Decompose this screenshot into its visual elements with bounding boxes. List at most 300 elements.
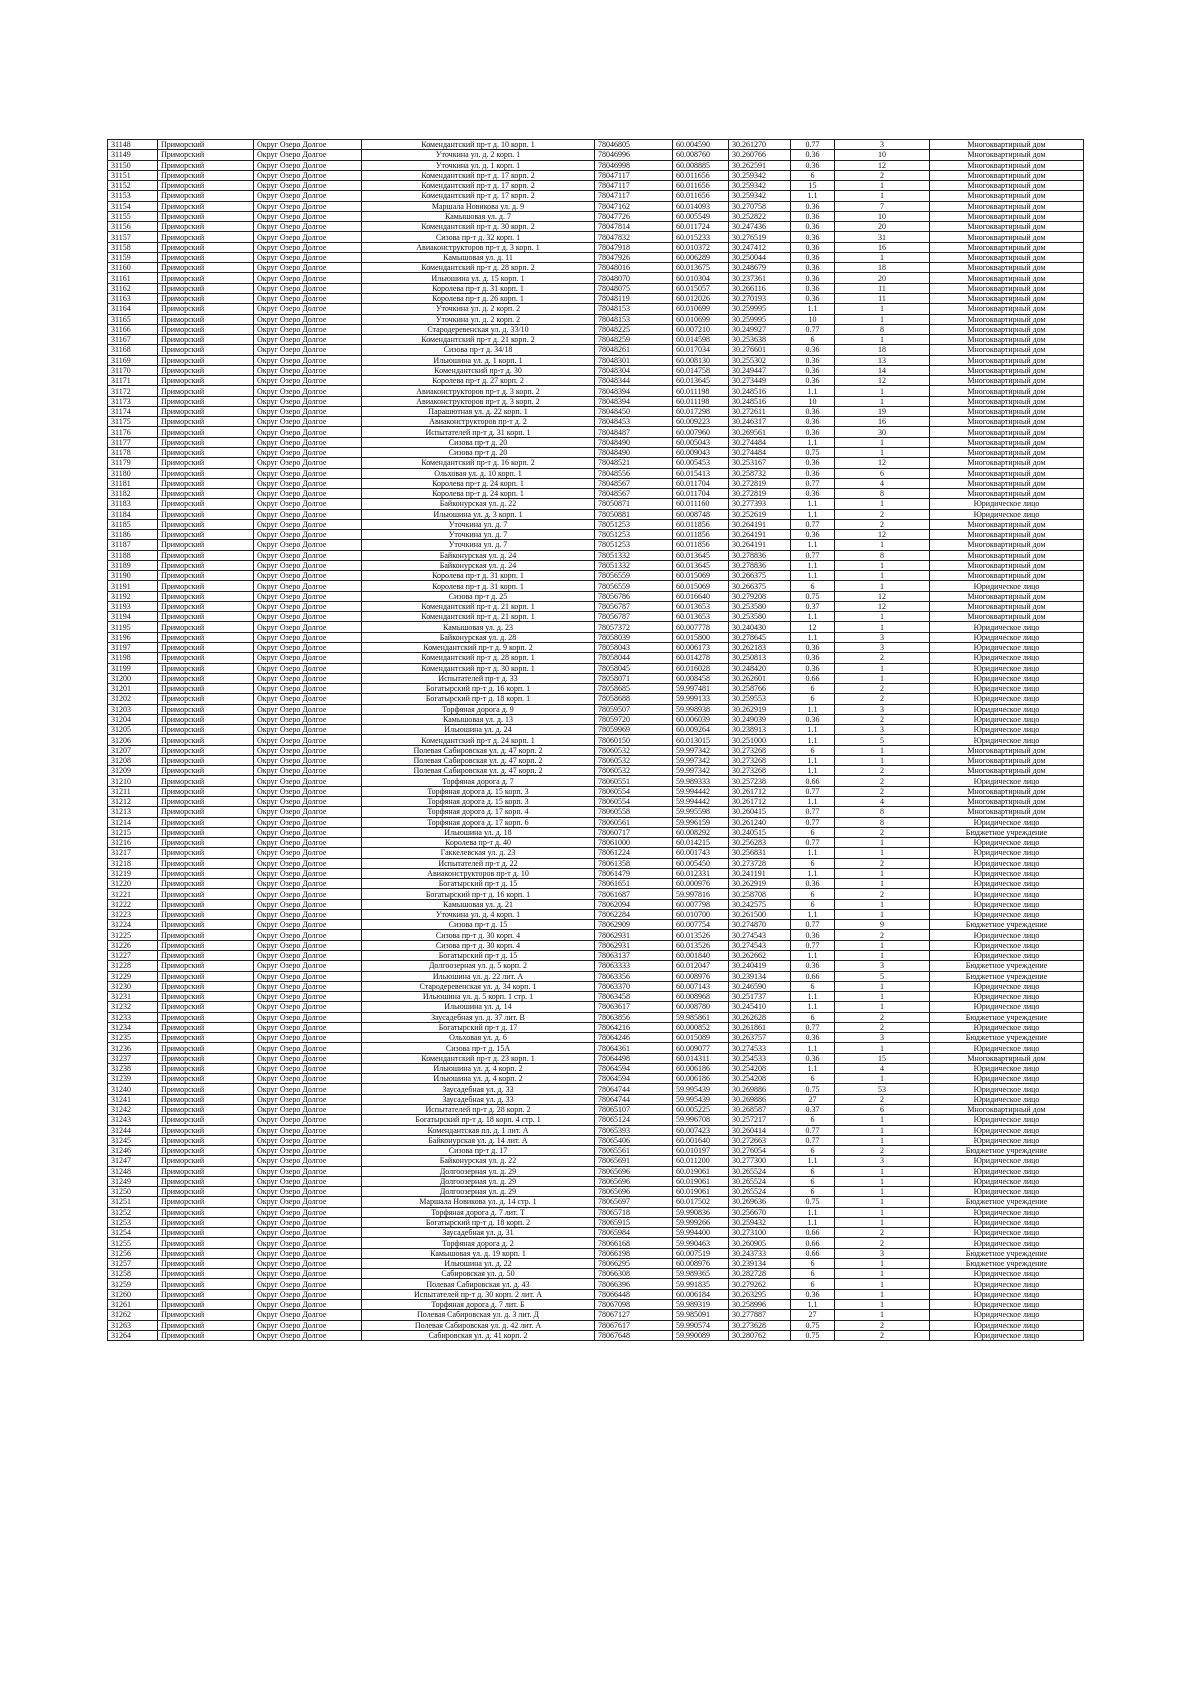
- district-cell: Приморский: [158, 365, 254, 375]
- type-cell: Многоквартирный дом: [930, 519, 1084, 529]
- building-code-cell: 78048344: [595, 376, 673, 386]
- rate-cell: 1.1: [791, 735, 835, 745]
- row-number-cell: 31156: [108, 222, 158, 232]
- municipality-cell: Округ Озеро Долгое: [254, 1033, 362, 1043]
- count-cell: 2: [835, 1012, 930, 1022]
- type-cell: Юридическое лицо: [930, 704, 1084, 714]
- municipality-cell: Округ Озеро Долгое: [254, 868, 362, 878]
- district-cell: Приморский: [158, 1033, 254, 1043]
- type-cell: Многоквартирный дом: [930, 304, 1084, 314]
- address-cell: Богатырский пр-т д. 16 корп. 1: [362, 889, 595, 899]
- count-cell: 20: [835, 273, 930, 283]
- latitude-cell: 60.013526: [673, 940, 729, 950]
- address-cell: Камышовая ул. д. 21: [362, 899, 595, 909]
- building-code-cell: 78046996: [595, 150, 673, 160]
- longitude-cell: 30.254533: [729, 1053, 791, 1063]
- count-cell: 14: [835, 365, 930, 375]
- latitude-cell: 60.011856: [673, 519, 729, 529]
- type-cell: Многоквартирный дом: [930, 324, 1084, 334]
- municipality-cell: Округ Озеро Долгое: [254, 1176, 362, 1186]
- latitude-cell: 60.008292: [673, 827, 729, 837]
- table-row: [108, 170, 1084, 180]
- building-code-cell: 78047162: [595, 201, 673, 211]
- latitude-cell: 60.007519: [673, 1248, 729, 1258]
- latitude-cell: 60.005549: [673, 211, 729, 221]
- table-row: [108, 1135, 1084, 1145]
- type-cell: Юридическое лицо: [930, 1187, 1084, 1197]
- district-cell: Приморский: [158, 273, 254, 283]
- table-row: [108, 355, 1084, 365]
- building-code-cell: 78048453: [595, 417, 673, 427]
- district-cell: Приморский: [158, 1022, 254, 1032]
- type-cell: Многоквартирный дом: [930, 601, 1084, 611]
- type-cell: Многоквартирный дом: [930, 211, 1084, 221]
- longitude-cell: 30.274484: [729, 437, 791, 447]
- address-cell: Байконурская ул. д. 22: [362, 1156, 595, 1166]
- building-code-cell: 78048261: [595, 345, 673, 355]
- building-code-cell: 78048259: [595, 335, 673, 345]
- address-cell: Богатырский пр-т д. 15: [362, 879, 595, 889]
- rate-cell: 0.75: [791, 1084, 835, 1094]
- row-number-cell: 31223: [108, 909, 158, 919]
- building-code-cell: 78048301: [595, 355, 673, 365]
- row-number-cell: 31167: [108, 335, 158, 345]
- count-cell: 13: [835, 355, 930, 365]
- rate-cell: 6: [791, 170, 835, 180]
- row-number-cell: 31190: [108, 571, 158, 581]
- count-cell: 4: [835, 797, 930, 807]
- building-code-cell: 78051332: [595, 560, 673, 570]
- row-number-cell: 31186: [108, 530, 158, 540]
- rate-cell: 0.77: [791, 786, 835, 796]
- type-cell: Юридическое лицо: [930, 1279, 1084, 1289]
- row-number-cell: 31227: [108, 950, 158, 960]
- latitude-cell: 59.999133: [673, 694, 729, 704]
- type-cell: Юридическое лицо: [930, 776, 1084, 786]
- district-cell: Приморский: [158, 848, 254, 858]
- district-cell: Приморский: [158, 170, 254, 180]
- district-cell: Приморский: [158, 1146, 254, 1156]
- type-cell: Многоквартирный дом: [930, 160, 1084, 170]
- table-row: [108, 653, 1084, 663]
- address-cell: Сабировская ул. д. 41 корп. 2: [362, 1330, 595, 1340]
- rate-cell: 0.36: [791, 355, 835, 365]
- address-cell: Парашютная ул. д. 22 корп. 1: [362, 406, 595, 416]
- table-row: [108, 1258, 1084, 1268]
- row-number-cell: 31166: [108, 324, 158, 334]
- table-row: [108, 612, 1084, 622]
- count-cell: 1: [835, 314, 930, 324]
- latitude-cell: 60.005450: [673, 858, 729, 868]
- longitude-cell: 30.239134: [729, 971, 791, 981]
- address-cell: Маршала Новикова ул. д. 9: [362, 201, 595, 211]
- address-cell: Ольховая ул. д. 6: [362, 1033, 595, 1043]
- building-code-cell: 78058039: [595, 632, 673, 642]
- address-cell: Авиаконструкторов пр-т д. 3 корп. 2: [362, 386, 595, 396]
- longitude-cell: 30.262591: [729, 160, 791, 170]
- rate-cell: 6: [791, 1166, 835, 1176]
- count-cell: 1: [835, 1115, 930, 1125]
- longitude-cell: 30.272663: [729, 1135, 791, 1145]
- longitude-cell: 30.260415: [729, 807, 791, 817]
- district-cell: Приморский: [158, 283, 254, 293]
- type-cell: Юридическое лицо: [930, 1074, 1084, 1084]
- row-number-cell: 31207: [108, 745, 158, 755]
- table-row: [108, 735, 1084, 745]
- type-cell: Юридическое лицо: [930, 1002, 1084, 1012]
- district-cell: Приморский: [158, 1012, 254, 1022]
- address-cell: Уточкина ул. д. 2 корп. 2: [362, 304, 595, 314]
- municipality-cell: Округ Озеро Долгое: [254, 1310, 362, 1320]
- latitude-cell: 60.016640: [673, 591, 729, 601]
- row-number-cell: 31203: [108, 704, 158, 714]
- address-cell: Богатырский пр-т д. 17: [362, 1022, 595, 1032]
- rate-cell: 0.36: [791, 201, 835, 211]
- count-cell: 1: [835, 581, 930, 591]
- rate-cell: 0.36: [791, 365, 835, 375]
- count-cell: 3: [835, 632, 930, 642]
- latitude-cell: 60.015069: [673, 571, 729, 581]
- row-number-cell: 31151: [108, 170, 158, 180]
- count-cell: 1: [835, 1125, 930, 1135]
- count-cell: 1: [835, 838, 930, 848]
- type-cell: Многоквартирный дом: [930, 540, 1084, 550]
- table-row: [108, 489, 1084, 499]
- latitude-cell: 60.011704: [673, 489, 729, 499]
- type-cell: Юридическое лицо: [930, 1207, 1084, 1217]
- building-code-cell: 78048487: [595, 427, 673, 437]
- address-cell: Ильюшина ул. д. 15 корп. 1: [362, 273, 595, 283]
- latitude-cell: 60.015413: [673, 468, 729, 478]
- latitude-cell: 60.015800: [673, 632, 729, 642]
- count-cell: 2: [835, 1146, 930, 1156]
- latitude-cell: 60.008976: [673, 971, 729, 981]
- address-cell: Полевая Сабировская ул. д. 47 корп. 2: [362, 755, 595, 765]
- rate-cell: 6: [791, 335, 835, 345]
- longitude-cell: 30.274484: [729, 447, 791, 457]
- row-number-cell: 31250: [108, 1187, 158, 1197]
- count-cell: 3: [835, 704, 930, 714]
- longitude-cell: 30.266375: [729, 571, 791, 581]
- count-cell: 1: [835, 755, 930, 765]
- district-cell: Приморский: [158, 293, 254, 303]
- rate-cell: 6: [791, 1176, 835, 1186]
- address-cell: Королева пр-т д. 26 корп. 1: [362, 293, 595, 303]
- district-cell: Приморский: [158, 663, 254, 673]
- latitude-cell: 59.995439: [673, 1094, 729, 1104]
- count-cell: 1: [835, 386, 930, 396]
- building-code-cell: 78060150: [595, 735, 673, 745]
- rate-cell: 0.36: [791, 468, 835, 478]
- district-cell: Приморский: [158, 1104, 254, 1114]
- building-code-cell: 78065561: [595, 1146, 673, 1156]
- rate-cell: 0.66: [791, 971, 835, 981]
- type-cell: Многоквартирный дом: [930, 612, 1084, 622]
- municipality-cell: Округ Озеро Долгое: [254, 345, 362, 355]
- latitude-cell: 59.997816: [673, 889, 729, 899]
- municipality-cell: Округ Озеро Долгое: [254, 940, 362, 950]
- row-number-cell: 31236: [108, 1043, 158, 1053]
- count-cell: 19: [835, 406, 930, 416]
- count-cell: 2: [835, 858, 930, 868]
- building-code-cell: 78048521: [595, 458, 673, 468]
- rate-cell: 1.1: [791, 1300, 835, 1310]
- municipality-cell: Округ Озеро Долгое: [254, 1074, 362, 1084]
- longitude-cell: 30.261712: [729, 797, 791, 807]
- longitude-cell: 30.260766: [729, 150, 791, 160]
- district-cell: Приморский: [158, 1217, 254, 1227]
- row-number-cell: 31264: [108, 1330, 158, 1340]
- table-row: [108, 920, 1084, 930]
- row-number-cell: 31153: [108, 191, 158, 201]
- latitude-cell: 60.005043: [673, 437, 729, 447]
- district-cell: Приморский: [158, 940, 254, 950]
- type-cell: Юридическое лицо: [930, 1043, 1084, 1053]
- address-cell: Сизова пр-т д. 32 корп. 1: [362, 232, 595, 242]
- table-row: [108, 1104, 1084, 1114]
- type-cell: Юридическое лицо: [930, 1310, 1084, 1320]
- municipality-cell: Округ Озеро Долгое: [254, 170, 362, 180]
- longitude-cell: 30.256670: [729, 1207, 791, 1217]
- address-cell: Ильюшина ул. д. 4 корп. 2: [362, 1063, 595, 1073]
- row-number-cell: 31238: [108, 1063, 158, 1073]
- latitude-cell: 60.008885: [673, 160, 729, 170]
- municipality-cell: Округ Озеро Долгое: [254, 838, 362, 848]
- address-cell: Заусадебная ул. д. 31: [362, 1228, 595, 1238]
- building-code-cell: 78048070: [595, 273, 673, 283]
- type-cell: Многоквартирный дом: [930, 797, 1084, 807]
- row-number-cell: 31257: [108, 1258, 158, 1268]
- municipality-cell: Округ Озеро Долгое: [254, 673, 362, 683]
- table-row: [108, 509, 1084, 519]
- building-code-cell: 78048490: [595, 437, 673, 447]
- building-code-cell: 78047918: [595, 242, 673, 252]
- building-code-cell: 78048016: [595, 263, 673, 273]
- rate-cell: 0.36: [791, 1053, 835, 1063]
- row-number-cell: 31175: [108, 417, 158, 427]
- latitude-cell: 60.007423: [673, 1125, 729, 1135]
- address-cell: Сизова пр-т д. 30 корп. 4: [362, 930, 595, 940]
- latitude-cell: 60.010197: [673, 1146, 729, 1156]
- district-cell: Приморский: [158, 1207, 254, 1217]
- latitude-cell: 59.985861: [673, 1012, 729, 1022]
- table-row: [108, 1320, 1084, 1330]
- table-row: [108, 1300, 1084, 1310]
- count-cell: 1: [835, 981, 930, 991]
- type-cell: Многоквартирный дом: [930, 293, 1084, 303]
- type-cell: Многоквартирный дом: [930, 345, 1084, 355]
- longitude-cell: 30.262628: [729, 1012, 791, 1022]
- address-cell: Торфяная дорога д. 7: [362, 776, 595, 786]
- building-code-cell: 78064744: [595, 1084, 673, 1094]
- type-cell: Юридическое лицо: [930, 899, 1084, 909]
- rate-cell: 1.1: [791, 437, 835, 447]
- latitude-cell: 60.000976: [673, 879, 729, 889]
- longitude-cell: 30.248420: [729, 663, 791, 673]
- table-row: [108, 437, 1084, 447]
- longitude-cell: 30.270758: [729, 201, 791, 211]
- count-cell: 1: [835, 1197, 930, 1207]
- type-cell: Многоквартирный дом: [930, 447, 1084, 457]
- municipality-cell: Округ Озеро Долгое: [254, 324, 362, 334]
- rate-cell: 0.36: [791, 293, 835, 303]
- district-cell: Приморский: [158, 160, 254, 170]
- municipality-cell: Округ Озеро Долгое: [254, 684, 362, 694]
- address-cell: Королева пр-т д. 31 корп. 1: [362, 571, 595, 581]
- latitude-cell: 60.001743: [673, 848, 729, 858]
- latitude-cell: 59.989333: [673, 776, 729, 786]
- longitude-cell: 30.264191: [729, 530, 791, 540]
- table-row: [108, 242, 1084, 252]
- longitude-cell: 30.273628: [729, 1320, 791, 1330]
- district-cell: Приморский: [158, 581, 254, 591]
- table-row: [108, 1063, 1084, 1073]
- row-number-cell: 31179: [108, 458, 158, 468]
- district-cell: Приморский: [158, 406, 254, 416]
- table-row: [108, 899, 1084, 909]
- type-cell: Юридическое лицо: [930, 643, 1084, 653]
- longitude-cell: 30.272819: [729, 478, 791, 488]
- building-code-cell: 78066396: [595, 1279, 673, 1289]
- type-cell: Многоквартирный дом: [930, 571, 1084, 581]
- row-number-cell: 31228: [108, 961, 158, 971]
- row-number-cell: 31180: [108, 468, 158, 478]
- count-cell: 3: [835, 961, 930, 971]
- district-cell: Приморский: [158, 920, 254, 930]
- building-code-cell: 78051253: [595, 519, 673, 529]
- municipality-cell: Округ Озеро Долгое: [254, 1053, 362, 1063]
- latitude-cell: 60.011704: [673, 478, 729, 488]
- building-code-cell: 78065696: [595, 1176, 673, 1186]
- longitude-cell: 30.238913: [729, 725, 791, 735]
- type-cell: Юридическое лицо: [930, 1330, 1084, 1340]
- table-row: [108, 714, 1084, 724]
- type-cell: Юридическое лицо: [930, 632, 1084, 642]
- municipality-cell: Округ Озеро Долгое: [254, 694, 362, 704]
- rate-cell: 0.36: [791, 211, 835, 221]
- municipality-cell: Округ Озеро Долгое: [254, 191, 362, 201]
- table-row: [108, 786, 1084, 796]
- rate-cell: 6: [791, 1258, 835, 1268]
- table-row: [108, 1238, 1084, 1248]
- count-cell: 20: [835, 222, 930, 232]
- count-cell: 12: [835, 458, 930, 468]
- count-cell: 16: [835, 242, 930, 252]
- latitude-cell: 60.014278: [673, 653, 729, 663]
- district-cell: Приморский: [158, 622, 254, 632]
- district-cell: Приморский: [158, 1074, 254, 1084]
- district-cell: Приморский: [158, 745, 254, 755]
- address-cell: Уточкина ул. д. 7: [362, 540, 595, 550]
- table-row: [108, 458, 1084, 468]
- type-cell: Многоквартирный дом: [930, 335, 1084, 345]
- type-cell: Юридическое лицо: [930, 1125, 1084, 1135]
- address-cell: Королева пр-т д. 40: [362, 838, 595, 848]
- rate-cell: 1.1: [791, 560, 835, 570]
- building-code-cell: 78057372: [595, 622, 673, 632]
- municipality-cell: Округ Озеро Долгое: [254, 920, 362, 930]
- rate-cell: 0.37: [791, 1104, 835, 1114]
- building-code-cell: 78048304: [595, 365, 673, 375]
- table-row: [108, 1176, 1084, 1186]
- count-cell: 3: [835, 643, 930, 653]
- district-cell: Приморский: [158, 1166, 254, 1176]
- municipality-cell: Округ Озеро Долгое: [254, 232, 362, 242]
- municipality-cell: Округ Озеро Долгое: [254, 1330, 362, 1340]
- latitude-cell: 60.008760: [673, 150, 729, 160]
- rate-cell: 1.1: [791, 1043, 835, 1053]
- latitude-cell: 60.014758: [673, 365, 729, 375]
- count-cell: 1: [835, 1310, 930, 1320]
- rate-cell: 12: [791, 622, 835, 632]
- table-row: [108, 663, 1084, 673]
- district-cell: Приморский: [158, 242, 254, 252]
- district-cell: Приморский: [158, 211, 254, 221]
- type-cell: Юридическое лицо: [930, 817, 1084, 827]
- rate-cell: 0.36: [791, 427, 835, 437]
- building-code-cell: 78060554: [595, 786, 673, 796]
- longitude-cell: 30.262183: [729, 643, 791, 653]
- latitude-cell: 59.998938: [673, 704, 729, 714]
- latitude-cell: 60.005453: [673, 458, 729, 468]
- municipality-cell: Округ Озеро Долгое: [254, 406, 362, 416]
- rate-cell: 1.1: [791, 191, 835, 201]
- count-cell: 18: [835, 263, 930, 273]
- latitude-cell: 60.014215: [673, 838, 729, 848]
- row-number-cell: 31210: [108, 776, 158, 786]
- latitude-cell: 60.009264: [673, 725, 729, 735]
- municipality-cell: Округ Озеро Долгое: [254, 1320, 362, 1330]
- table-row: [108, 324, 1084, 334]
- row-number-cell: 31191: [108, 581, 158, 591]
- table-row: [108, 1310, 1084, 1320]
- latitude-cell: 60.010372: [673, 242, 729, 252]
- municipality-cell: Округ Озеро Долгое: [254, 335, 362, 345]
- district-cell: Приморский: [158, 714, 254, 724]
- table-row: [108, 478, 1084, 488]
- count-cell: 1: [835, 1258, 930, 1268]
- address-cell: Авиаконструкторов пр-т д. 2: [362, 417, 595, 427]
- municipality-cell: Округ Озеро Долгое: [254, 252, 362, 262]
- district-cell: Приморский: [158, 704, 254, 714]
- type-cell: Многоквартирный дом: [930, 191, 1084, 201]
- building-code-cell: 78063458: [595, 992, 673, 1002]
- count-cell: 2: [835, 776, 930, 786]
- longitude-cell: 30.253580: [729, 601, 791, 611]
- count-cell: 1: [835, 1289, 930, 1299]
- rate-cell: 0.77: [791, 478, 835, 488]
- row-number-cell: 31176: [108, 427, 158, 437]
- rate-cell: 0.66: [791, 1238, 835, 1248]
- table-row: [108, 1197, 1084, 1207]
- rate-cell: 1.1: [791, 571, 835, 581]
- type-cell: Многоквартирный дом: [930, 550, 1084, 560]
- district-cell: Приморский: [158, 725, 254, 735]
- building-code-cell: 78056786: [595, 591, 673, 601]
- rate-cell: 0.66: [791, 673, 835, 683]
- table-row: [108, 817, 1084, 827]
- address-cell: Долгоозерная ул. д. 29: [362, 1166, 595, 1176]
- longitude-cell: 30.274533: [729, 1043, 791, 1053]
- building-code-cell: 78063356: [595, 971, 673, 981]
- district-cell: Приморский: [158, 314, 254, 324]
- district-cell: Приморский: [158, 797, 254, 807]
- row-number-cell: 31229: [108, 971, 158, 981]
- building-code-cell: 78059720: [595, 714, 673, 724]
- count-cell: 18: [835, 345, 930, 355]
- building-code-cell: 78048075: [595, 283, 673, 293]
- address-cell: Сизова пр-т д. 15: [362, 920, 595, 930]
